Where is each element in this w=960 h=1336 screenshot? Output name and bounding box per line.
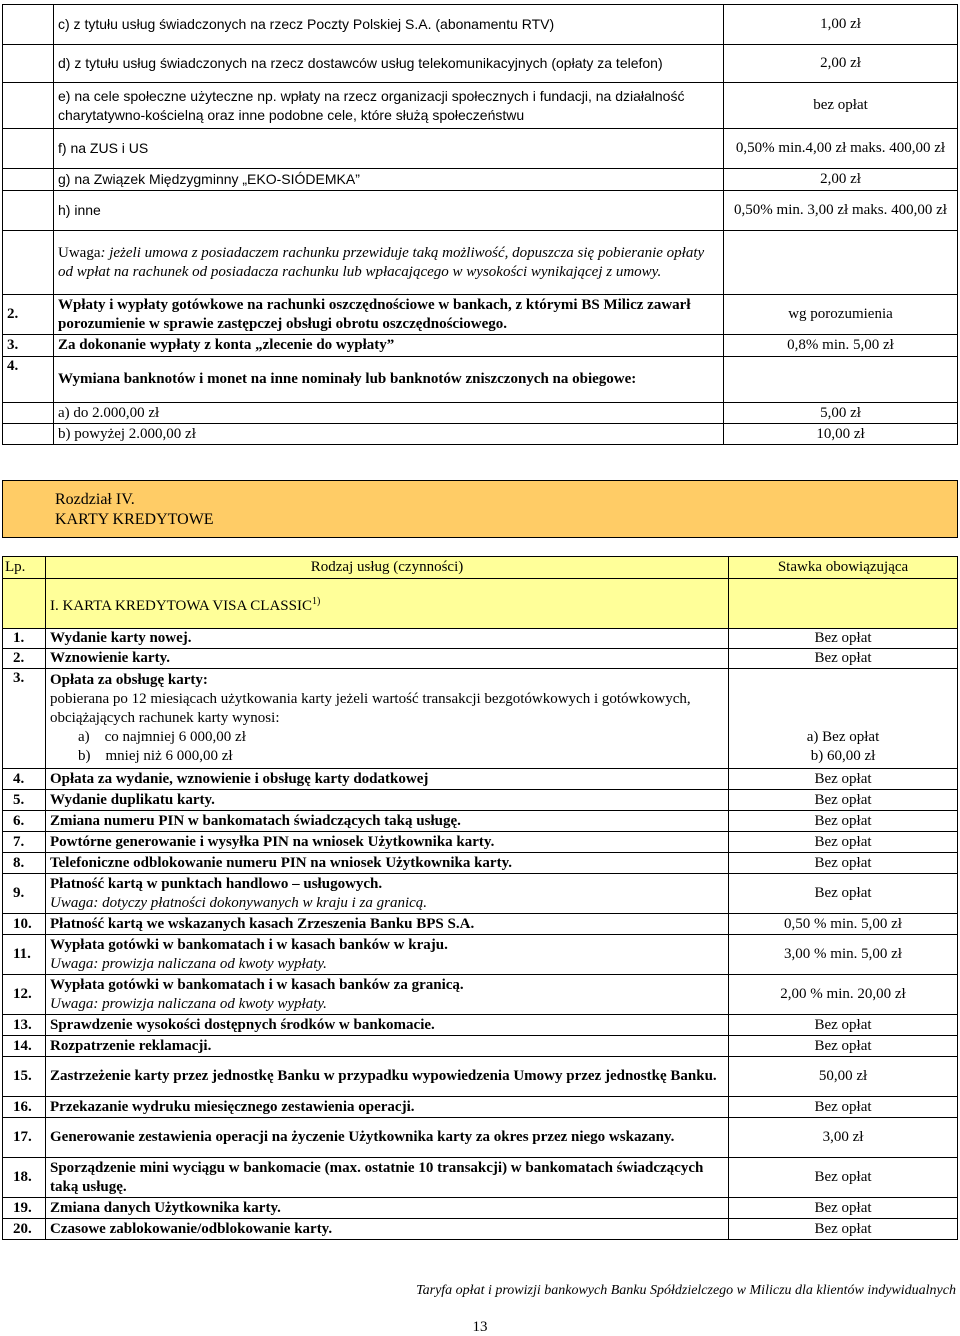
service-note: Uwaga: prowizja naliczana od kwoty wypłaty. xyxy=(50,955,327,972)
service-name: Wypłata gotówki w bankomatach i w kasach banków w kraju. xyxy=(50,936,448,953)
rate-value: Bez opłat xyxy=(729,790,958,811)
service-cell xyxy=(46,629,729,649)
row-d-text: d) z tytułu usług świadczonych na rzecz dostawców usług telekomunikacyjnych (opłaty za telefon) xyxy=(54,45,724,83)
row-4b-text: b) powyżej 2.000,00 zł xyxy=(54,424,724,445)
header-lp: Lp. xyxy=(3,557,46,579)
row-h-text: h) inne xyxy=(54,191,724,231)
rate-value: Bez opłat xyxy=(729,832,958,853)
row-number: 2. xyxy=(3,649,46,669)
row-3-text: Za dokonanie wypłaty z konta „zlecenie do wypłaty” xyxy=(54,335,724,357)
service-cell xyxy=(46,1118,729,1158)
row-h-fee: 0,50% min. 3,00 zł maks. 400,00 zł xyxy=(724,191,958,231)
service-name: Telefoniczne odblokowanie numeru PIN na wniosek Użytkownika karty. xyxy=(50,854,512,871)
service-cell xyxy=(46,649,729,669)
service-name: Płatność kartą we wskazanych kasach Zrzeszenia Banku BPS S.A. xyxy=(50,915,475,932)
section-title-block xyxy=(55,490,214,530)
service-name: Wypłata gotówki w bankomatach i w kasach banków za granicą. xyxy=(50,976,464,993)
service-condition-a: a) co najmniej 6 000,00 zł xyxy=(78,729,246,745)
table-row xyxy=(3,403,958,424)
service-cell xyxy=(46,1057,729,1097)
row-number: 15. xyxy=(3,1057,46,1097)
note-label: Uwaga xyxy=(58,244,101,261)
table-row xyxy=(3,424,958,445)
table-header-row xyxy=(3,557,958,579)
row-number: 14. xyxy=(3,1036,46,1057)
rate-value: Bez opłat xyxy=(729,1219,958,1240)
service-cell xyxy=(46,1015,729,1036)
table-row xyxy=(3,129,958,169)
table-row xyxy=(3,1036,958,1057)
rate-value: Bez opłat xyxy=(729,769,958,790)
rate-value: 3,00 % min. 5,00 zł xyxy=(729,935,958,975)
service-name: Generowanie zestawienia operacji na życzenie Użytkownika karty za okres przez niego wskazany. xyxy=(50,1129,675,1145)
row-g-fee: 2,00 zł xyxy=(724,169,958,191)
service-name: Opłata za obsługę karty: xyxy=(50,672,208,688)
row-2-text: Wpłaty i wypłaty gotówkowe na rachunki oszczędnościowe w bankach, z którymi BS Milicz zawarł porozumienie w sprawie zastępczej obsługi obrotu oszczędnościowego. xyxy=(54,295,724,335)
service-note: Uwaga: prowizja naliczana od kwoty wypłaty. xyxy=(50,995,327,1012)
service-name: Zastrzeżenie karty przez jednostkę Banku w przypadku wypowiedzenia Umowy przez jednostkę Banku. xyxy=(50,1068,717,1084)
row-f-fee: 0,50% min.4,00 zł maks. 400,00 zł xyxy=(724,129,958,169)
footer-note: Taryfa opłat i prowizji bankowych Banku Spółdzielczego w Miliczu dla klientów indywidualnych xyxy=(416,1283,956,1298)
rate-fee-b: b) 60,00 zł xyxy=(810,748,876,764)
row-c-fee: 1,00 zł xyxy=(724,5,958,45)
rate-value: Bez opłat xyxy=(729,811,958,832)
service-cell xyxy=(46,832,729,853)
row-3-fee: 0,8% min. 5,00 zł xyxy=(724,335,958,357)
service-cell xyxy=(46,1219,729,1240)
service-cell xyxy=(46,853,729,874)
fees-table-top xyxy=(2,4,958,445)
card-type-heading xyxy=(46,579,729,629)
table-row xyxy=(3,169,958,191)
row-number: 10. xyxy=(3,914,46,935)
row-number: 12. xyxy=(3,975,46,1015)
table-row xyxy=(3,811,958,832)
row-number: 19. xyxy=(3,1198,46,1219)
row-number: 16. xyxy=(3,1097,46,1118)
service-cell xyxy=(46,1097,729,1118)
service-name: Rozpatrzenie reklamacji. xyxy=(50,1037,212,1054)
service-name: Opłata za wydanie, wznowienie i obsługę karty dodatkowej xyxy=(50,770,429,787)
table-row xyxy=(3,5,958,45)
service-note: Uwaga: dotyczy płatności dokonywanych w kraju i za granicą. xyxy=(50,894,428,911)
card-fees-table xyxy=(2,556,958,1240)
rate-cell xyxy=(729,669,958,769)
service-cell xyxy=(46,1036,729,1057)
rate-value: Bez opłat xyxy=(729,1036,958,1057)
card-type-title: I. KARTA KREDYTOWA VISA CLASSIC xyxy=(50,597,312,614)
row-c-text: c) z tytułu usług świadczonych na rzecz Poczty Polskiej S.A. (abonamentu RTV) xyxy=(54,5,724,45)
service-condition-b: b) mniej niż 6 000,00 zł xyxy=(78,748,233,764)
table-row xyxy=(3,45,958,83)
table-row xyxy=(3,231,958,295)
row-4a-fee: 5,00 zł xyxy=(724,403,958,424)
row-number: 17. xyxy=(3,1118,46,1158)
table-row xyxy=(3,335,958,357)
service-name: Powtórne generowanie i wysyłka PIN na wniosek Użytkownika karty. xyxy=(50,833,495,850)
table-row xyxy=(3,914,958,935)
service-name: Wydanie duplikatu karty. xyxy=(50,791,215,808)
table-row xyxy=(3,1198,958,1219)
table-row xyxy=(3,1118,958,1158)
service-name: Sprawdzenie wysokości dostępnych środków w bankomacie. xyxy=(50,1016,435,1033)
rate-value: 3,00 zł xyxy=(729,1118,958,1158)
row-number: 4. xyxy=(3,357,54,403)
table-subheader-row xyxy=(3,579,958,629)
service-name: Zmiana numeru PIN w bankomatach świadczących taką usługę. xyxy=(50,812,461,829)
row-number: 2. xyxy=(3,295,54,335)
service-name: Płatność kartą w punktach handlowo – usługowych. xyxy=(50,875,383,892)
table-row xyxy=(3,1219,958,1240)
row-2-fee: wg porozumienia xyxy=(724,295,958,335)
row-4a-text: a) do 2.000,00 zł xyxy=(54,403,724,424)
rate-fee-a: a) Bez opłat xyxy=(806,729,880,745)
row-g-text: g) na Związek Międzygminny „EKO-SIÓDEMKA” xyxy=(54,169,724,191)
table-row xyxy=(3,1057,958,1097)
service-cell xyxy=(46,790,729,811)
rate-value: Bez opłat xyxy=(729,1097,958,1118)
table-row xyxy=(3,357,958,403)
row-number: 20. xyxy=(3,1219,46,1240)
row-number: 3. xyxy=(3,335,54,357)
rate-value: Bez opłat xyxy=(729,853,958,874)
row-d-fee: 2,00 zł xyxy=(724,45,958,83)
table-row xyxy=(3,975,958,1015)
row-number: 6. xyxy=(3,811,46,832)
rate-value: Bez opłat xyxy=(729,649,958,669)
service-cell xyxy=(46,769,729,790)
table-row xyxy=(3,649,958,669)
row-f-text: f) na ZUS i US xyxy=(54,129,724,169)
row-number: 3. xyxy=(3,669,46,769)
table-row xyxy=(3,832,958,853)
service-name: Sporządzenie mini wyciągu w bankomacie (max. ostatnie 10 transakcji) w bankomatach świadczących taką usługę. xyxy=(50,1159,704,1195)
rate-value: 2,00 % min. 20,00 zł xyxy=(729,975,958,1015)
table-row xyxy=(3,874,958,914)
row-number: 13. xyxy=(3,1015,46,1036)
rate-value: Bez opłat xyxy=(729,1198,958,1219)
rate-value: Bez opłat xyxy=(729,1015,958,1036)
service-name: Wydanie karty nowej. xyxy=(50,630,192,646)
service-cell xyxy=(46,669,729,769)
row-number: 9. xyxy=(3,874,46,914)
service-cell xyxy=(46,1198,729,1219)
note-text xyxy=(54,231,724,295)
service-detail: pobierana po 12 miesiącach użytkowania karty jeżeli wartość transakcji bezgotówkowych i gotówkowych, obciążających rachunek karty wynosi: xyxy=(50,691,691,726)
footnote-marker: 1) xyxy=(311,595,321,607)
rate-value: 0,50 % min. 5,00 zł xyxy=(729,914,958,935)
section-header xyxy=(2,480,958,538)
note-body: : jeżeli umowa z posiadaczem rachunku przewiduje taką możliwość, dopuszcza się pobieranie opłaty od wpłat na rachunek od posiadacza rachunku lub wpłacającego w wysokości wynikającej z umowy. xyxy=(58,244,705,280)
header-service: Rodzaj usług (czynności) xyxy=(46,557,729,579)
service-name: Wznowienie karty. xyxy=(50,650,170,666)
rate-value: 50,00 zł xyxy=(729,1057,958,1097)
card-rows xyxy=(3,629,958,1240)
service-cell xyxy=(46,1158,729,1198)
section-subtitle: KARTY KREDYTOWE xyxy=(55,511,214,528)
rate-value: Bez opłat xyxy=(729,874,958,914)
row-number: 1. xyxy=(3,629,46,649)
table-row xyxy=(3,1158,958,1198)
service-cell xyxy=(46,935,729,975)
row-number: 8. xyxy=(3,853,46,874)
rate-value: Bez opłat xyxy=(729,629,958,649)
row-e-text: e) na cele społeczne użyteczne np. wpłaty na rzecz organizacji społecznych i fundacji, na działalność charytatywno-kościelną oraz inne podobne cele, które służą społeczeństwu xyxy=(54,83,724,129)
table-row xyxy=(3,853,958,874)
table-row xyxy=(3,295,958,335)
service-cell xyxy=(46,811,729,832)
row-4-text: Wymiana banknotów i monet na inne nominały lub banknotów zniszczonych na obiegowe: xyxy=(54,357,724,403)
row-number: 11. xyxy=(3,935,46,975)
service-name: Przekazanie wydruku miesięcznego zestawienia operacji. xyxy=(50,1098,415,1115)
page-number: 13 xyxy=(472,1319,488,1335)
section-title: Rozdział IV. xyxy=(55,491,135,508)
row-number: 5. xyxy=(3,790,46,811)
row-e-fee: bez opłat xyxy=(724,83,958,129)
table-row xyxy=(3,629,958,649)
table-row xyxy=(3,669,958,769)
table-row xyxy=(3,1097,958,1118)
header-rate: Stawka obowiązująca xyxy=(729,557,958,579)
table-row xyxy=(3,83,958,129)
service-name: Zmiana danych Użytkownika karty. xyxy=(50,1199,281,1216)
service-cell xyxy=(46,874,729,914)
row-number: 4. xyxy=(3,769,46,790)
table-row xyxy=(3,769,958,790)
rate-value: Bez opłat xyxy=(729,1158,958,1198)
row-number: 7. xyxy=(3,832,46,853)
service-cell xyxy=(46,914,729,935)
table-row xyxy=(3,191,958,231)
row-4b-fee: 10,00 zł xyxy=(724,424,958,445)
service-cell xyxy=(46,975,729,1015)
table-row xyxy=(3,790,958,811)
table-row xyxy=(3,1015,958,1036)
service-name: Czasowe zablokowanie/odblokowanie karty. xyxy=(50,1220,333,1237)
row-number: 18. xyxy=(3,1158,46,1198)
table-row xyxy=(3,935,958,975)
